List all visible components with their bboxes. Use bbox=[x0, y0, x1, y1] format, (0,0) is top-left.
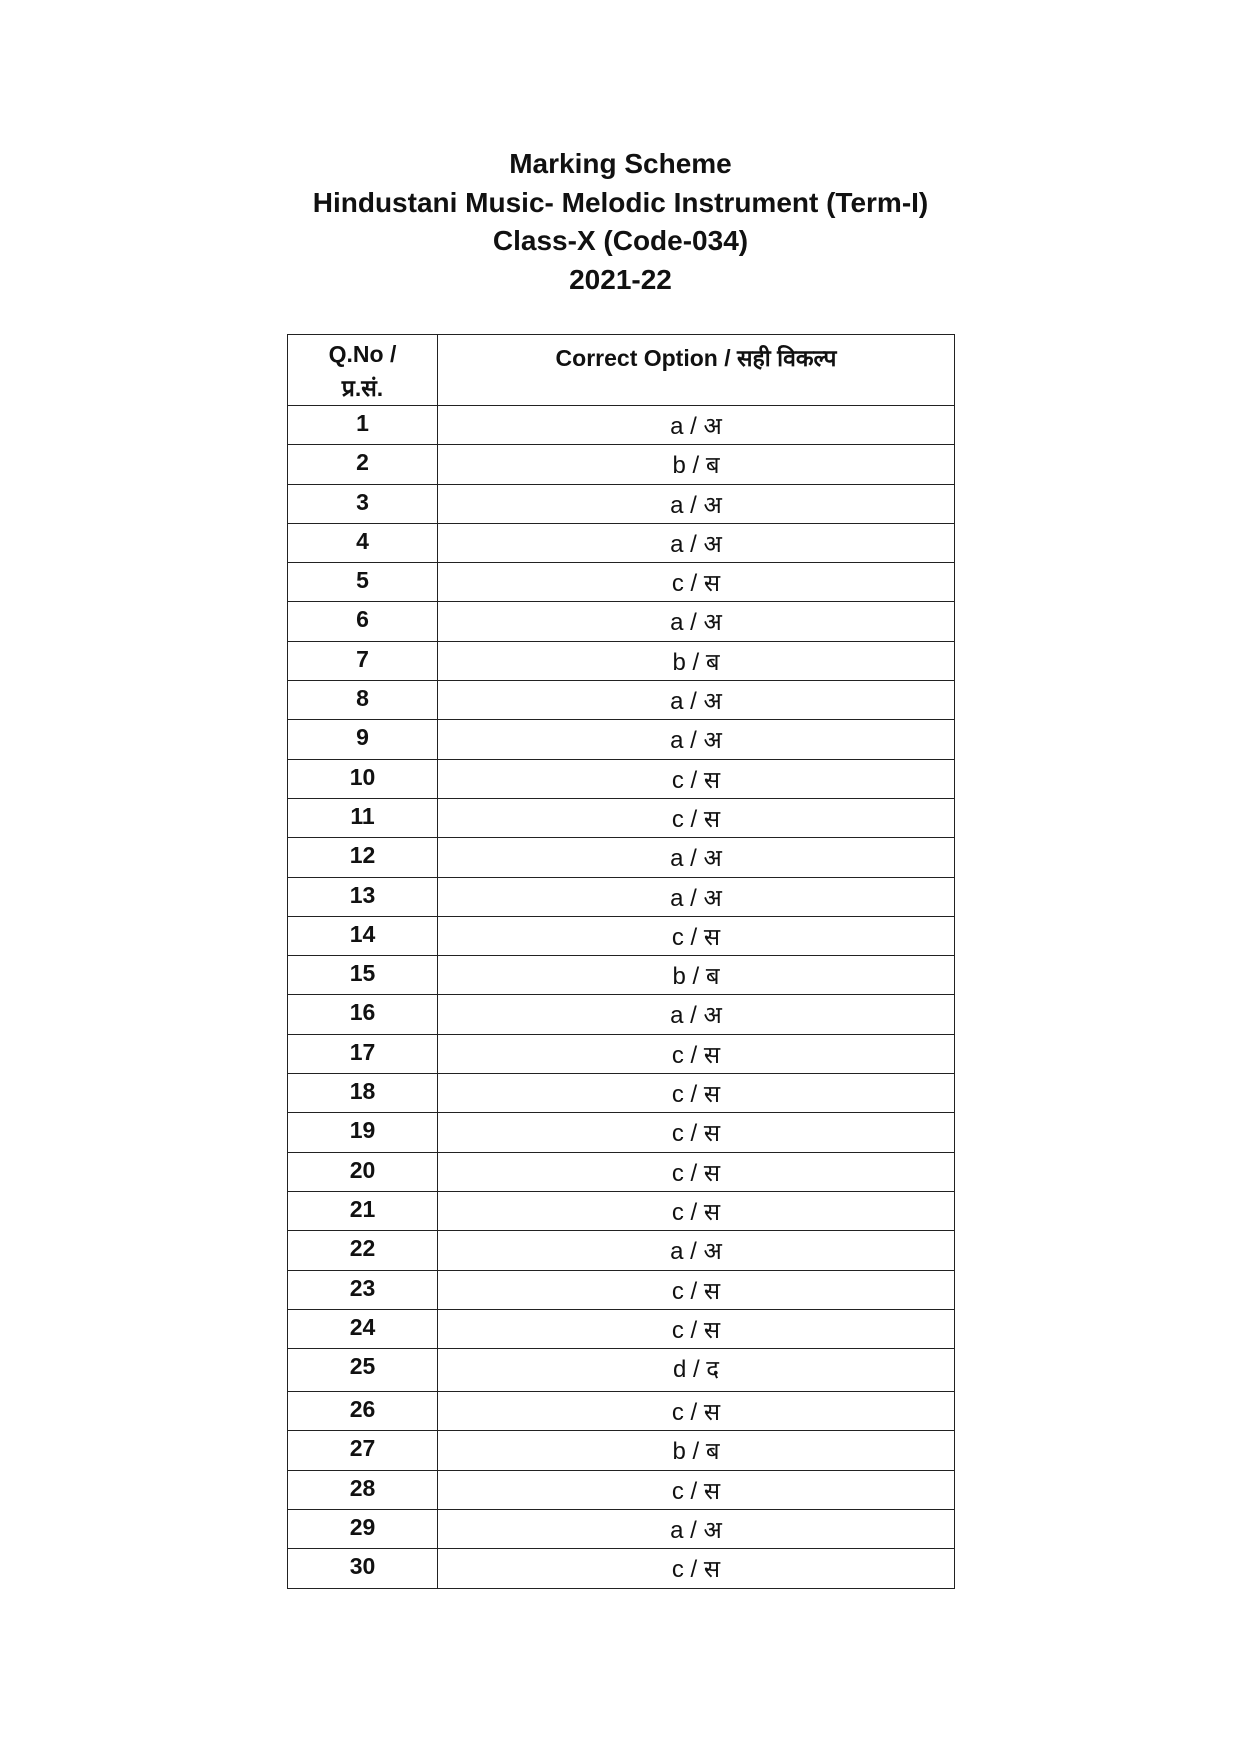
correct-option: a / अ bbox=[438, 1510, 955, 1549]
table-header-row bbox=[288, 335, 955, 406]
correct-option: a / अ bbox=[438, 406, 955, 445]
question-number: 8 bbox=[288, 681, 438, 720]
table-row bbox=[288, 1231, 955, 1270]
correct-option: a / अ bbox=[438, 484, 955, 523]
table-row bbox=[288, 563, 955, 602]
correct-option: c / स bbox=[438, 1074, 955, 1113]
table-row bbox=[288, 1431, 955, 1470]
question-number: 26 bbox=[288, 1392, 438, 1431]
session-year: 2021-22 bbox=[569, 263, 672, 295]
question-number-header-hi: प्र.सं. bbox=[341, 375, 384, 401]
question-number: 21 bbox=[288, 1191, 438, 1230]
table-row bbox=[288, 798, 955, 837]
question-number: 9 bbox=[288, 720, 438, 759]
correct-option: c / स bbox=[438, 1113, 955, 1152]
correct-option: c / स bbox=[438, 759, 955, 798]
question-number: 30 bbox=[288, 1549, 438, 1588]
question-number: 7 bbox=[288, 641, 438, 680]
correct-option: a / अ bbox=[438, 995, 955, 1034]
answer-key-table bbox=[287, 334, 955, 1589]
question-number: 17 bbox=[288, 1034, 438, 1073]
question-number: 2 bbox=[288, 445, 438, 484]
table-row bbox=[288, 838, 955, 877]
correct-option: b / ब bbox=[438, 956, 955, 995]
correct-option: a / अ bbox=[438, 1231, 955, 1270]
table-row bbox=[288, 1074, 955, 1113]
question-number: 25 bbox=[288, 1349, 438, 1392]
question-number: 15 bbox=[288, 956, 438, 995]
question-number: 12 bbox=[288, 838, 438, 877]
table-row bbox=[288, 1349, 955, 1392]
correct-option: c / स bbox=[438, 1034, 955, 1073]
question-number: 29 bbox=[288, 1510, 438, 1549]
correct-option-header: Correct Option / सही विकल्प bbox=[438, 335, 955, 406]
table-row bbox=[288, 916, 955, 955]
question-number: 5 bbox=[288, 563, 438, 602]
document-title: Marking Scheme bbox=[509, 148, 732, 179]
question-number: 11 bbox=[288, 798, 438, 837]
table-row bbox=[288, 759, 955, 798]
table-row bbox=[288, 1270, 955, 1309]
correct-option: a / अ bbox=[438, 523, 955, 562]
question-number: 13 bbox=[288, 877, 438, 916]
table-row bbox=[288, 877, 955, 916]
table-row bbox=[288, 1392, 955, 1431]
question-number-header-en: Q.No / bbox=[328, 341, 397, 367]
correct-option: a / अ bbox=[438, 681, 955, 720]
correct-option: c / स bbox=[438, 563, 955, 602]
question-number: 22 bbox=[288, 1231, 438, 1270]
class-code: Class-X (Code-034) bbox=[492, 225, 749, 256]
correct-option: a / अ bbox=[438, 602, 955, 641]
question-number: 4 bbox=[288, 523, 438, 562]
question-number: 1 bbox=[288, 406, 438, 445]
question-number: 3 bbox=[288, 484, 438, 523]
table-row bbox=[288, 523, 955, 562]
correct-option: a / अ bbox=[438, 877, 955, 916]
correct-option: b / ब bbox=[438, 445, 955, 484]
table-row bbox=[288, 995, 955, 1034]
correct-option: a / अ bbox=[438, 720, 955, 759]
table-row bbox=[288, 1549, 955, 1588]
question-number: 10 bbox=[288, 759, 438, 798]
question-number: 6 bbox=[288, 602, 438, 641]
correct-option: c / स bbox=[438, 1549, 955, 1588]
correct-option: c / स bbox=[438, 1470, 955, 1509]
correct-option: c / स bbox=[438, 1309, 955, 1348]
table-row bbox=[288, 956, 955, 995]
question-number: 19 bbox=[288, 1113, 438, 1152]
correct-option: b / ब bbox=[438, 1431, 955, 1470]
correct-option: c / स bbox=[438, 1152, 955, 1191]
table-row bbox=[288, 445, 955, 484]
table-row bbox=[288, 484, 955, 523]
correct-option: a / अ bbox=[438, 838, 955, 877]
correct-option: c / स bbox=[438, 1191, 955, 1230]
subject-title: Hindustani Music- Melodic Instrument (Term-I) bbox=[312, 186, 929, 218]
correct-option: c / स bbox=[438, 1392, 955, 1431]
correct-option: d / द bbox=[438, 1349, 955, 1392]
question-number: 14 bbox=[288, 916, 438, 955]
question-number: 16 bbox=[288, 995, 438, 1034]
question-number: 20 bbox=[288, 1152, 438, 1191]
question-number: 23 bbox=[288, 1270, 438, 1309]
table-row bbox=[288, 1191, 955, 1230]
table-row bbox=[288, 1034, 955, 1073]
question-number: 27 bbox=[288, 1431, 438, 1470]
question-number: 18 bbox=[288, 1074, 438, 1113]
table-row bbox=[288, 720, 955, 759]
table-row bbox=[288, 641, 955, 680]
table-row bbox=[288, 602, 955, 641]
table-row bbox=[288, 1510, 955, 1549]
correct-option: c / स bbox=[438, 916, 955, 955]
document-header bbox=[0, 145, 1241, 299]
table-row bbox=[288, 406, 955, 445]
table-row bbox=[288, 681, 955, 720]
table-row bbox=[288, 1470, 955, 1509]
table-row bbox=[288, 1309, 955, 1348]
question-number: 24 bbox=[288, 1309, 438, 1348]
table-row bbox=[288, 1113, 955, 1152]
table-row bbox=[288, 1152, 955, 1191]
correct-option: c / स bbox=[438, 1270, 955, 1309]
correct-option: c / स bbox=[438, 798, 955, 837]
question-number-header bbox=[288, 335, 438, 406]
question-number: 28 bbox=[288, 1470, 438, 1509]
correct-option: b / ब bbox=[438, 641, 955, 680]
